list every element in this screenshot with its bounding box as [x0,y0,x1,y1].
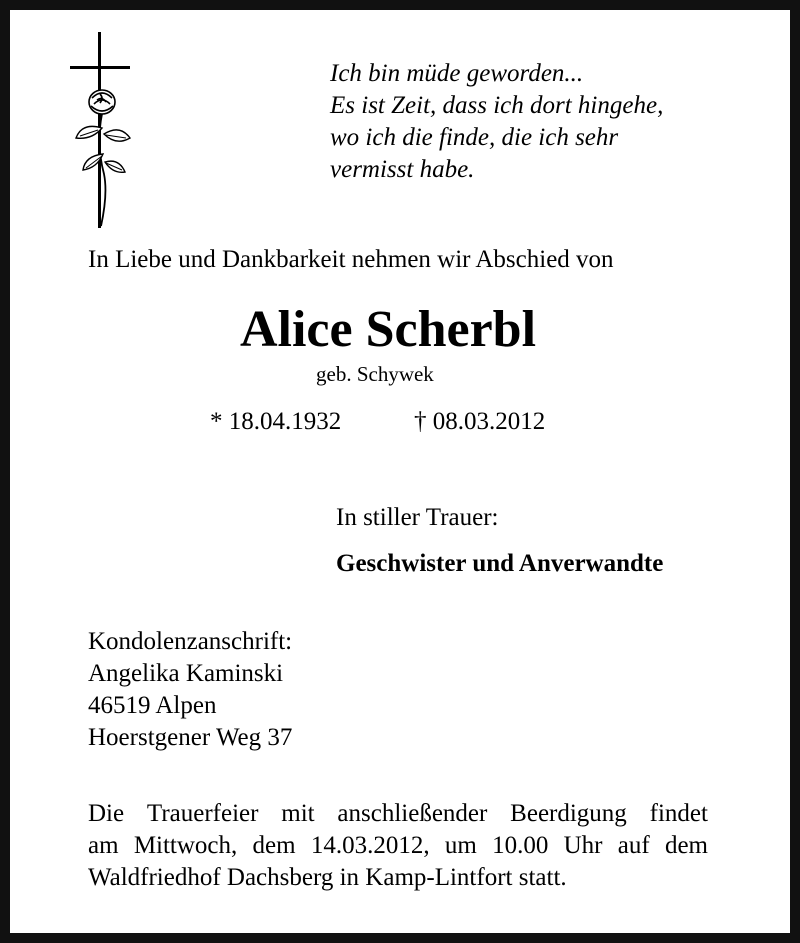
ceremony-word: Trauerfeier [146,800,259,827]
ceremony-word: dem [664,832,708,859]
cross-with-rose-icon [64,32,144,232]
poem-line: Es ist Zeit, dass ich dort hingehe, [330,92,664,119]
ceremony-word: Uhr [563,832,603,859]
farewell-intro: In Liebe und Dankbarkeit nehmen wir Abschied von [88,246,614,273]
poem-line: vermisst habe. [330,156,475,183]
mourning-label: In stiller Trauer: [336,504,499,531]
ceremony-word: mit [281,800,315,827]
ceremony-word: Beerdigung [510,800,627,827]
ceremony-word: findet [649,800,708,827]
condolence-street: Hoerstgener Weg 37 [88,724,293,751]
condolence-contact-name: Angelika Kaminski [88,660,284,687]
ceremony-word: dem [252,832,296,859]
ceremony-line-2 [88,830,708,862]
condolence-address [88,626,292,754]
ceremony-word: Mittwoch, [133,832,238,859]
ceremony-word: anschließender [337,800,488,827]
birth-date: * 18.04.1932 [210,408,342,435]
condolence-heading: Kondolenzanschrift: [88,628,293,655]
funeral-announcement [88,798,708,894]
poem-line: wo ich die finde, die ich sehr [330,124,619,151]
condolence-city: 46519 Alpen [88,692,217,719]
ceremony-word: auf [617,832,650,859]
maiden-name: geb. Schywek [316,362,434,386]
deceased-name: Alice Scherbl [239,301,537,358]
poem-line: Ich bin müde geworden... [330,60,584,87]
mourners: Geschwister und Anverwandte [336,550,664,577]
ceremony-word: um [444,832,477,859]
deceased-name-block [10,298,790,362]
poem [330,58,770,186]
ceremony-line-3: Waldfriedhof Dachsberg in Kamp-Lintfort statt. [88,864,567,891]
ceremony-word: am [88,832,119,859]
ceremony-line-1 [88,798,708,830]
ceremony-word: 10.00 [492,832,549,859]
ceremony-word: 14.03.2012, [310,832,430,859]
ceremony-word: Die [88,800,125,827]
death-date: † 08.03.2012 [414,408,546,435]
